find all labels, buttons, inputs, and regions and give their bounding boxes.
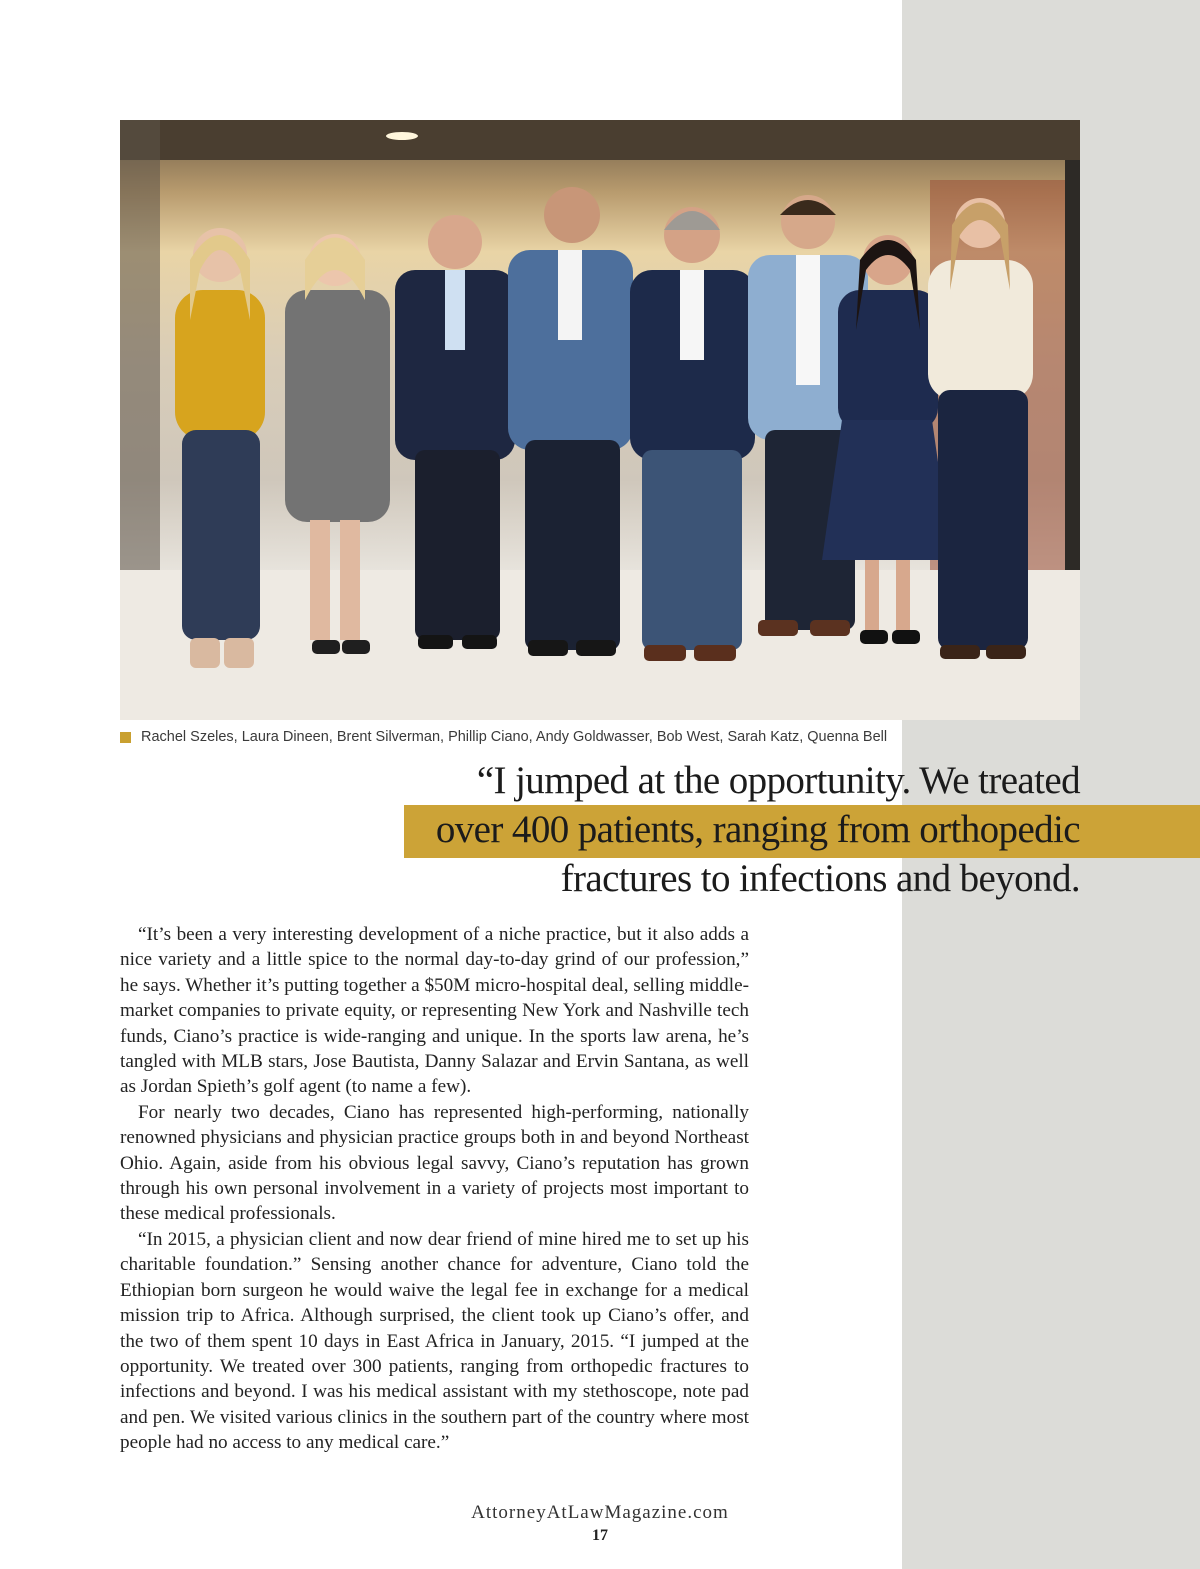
person-5 xyxy=(630,207,755,661)
article-paragraph: “In 2015, a physician client and now dear friend of mine hired me to set up his charitable foundation.” Sensing another chance for adventure, Ciano told the Ethiopian born surgeon he would waive the legal fee in exchange for a medical mission trip to Africa. Although surprised, the client took up Ciano’s offer, and the two of them spent 10 days in East Africa in January, 2015. “I jumped at the opportunity. We treated over 300 patients, ranging from orthopedic fractures to infections and beyond. I was his medical assistant with my stethoscope, note pad and pen. We visited various clinics in the southern part of the country where most people had no access to any medical care.” xyxy=(120,1228,749,1454)
article-paragraph: For nearly two decades, Ciano has represented high-performing, nationally renowned physicians and physician practice groups both in and beyond Northeast Ohio. Again, aside from his obvious legal savvy, Ciano’s reputation has grown through his own personal involvement in a variety of projects most important to these medical professionals. xyxy=(120,1101,749,1225)
page-number: 17 xyxy=(592,1527,608,1544)
article-body xyxy=(120,922,749,1456)
caption-text: Rachel Szeles, Laura Dineen, Brent Silverman, Phillip Ciano, Andy Goldwasser, Bob West, Sarah Katz, Quenna Bell xyxy=(141,729,888,745)
pull-quote-line-1: “I jumped at the opportunity. We treated xyxy=(476,759,1080,802)
pull-quote-line-2: over 400 patients, ranging from orthopedic xyxy=(435,808,1080,851)
person-8 xyxy=(928,198,1033,659)
group-photo xyxy=(120,120,1080,720)
caption-marker-icon xyxy=(120,732,131,743)
person-1 xyxy=(175,228,265,668)
footer-site-url: AttorneyAtLawMagazine.com xyxy=(471,1502,729,1523)
article-paragraph: “It’s been a very interesting development of a niche practice, but it also adds a nice variety and a little spice to the normal day-to-day grind of our profession,” he says. Whether it’s putting together a $50M micro-hospital deal, selling middle-market companies to private equity, or representing New York and Nashville tech funds, Ciano’s practice is wide-ranging and unique. In the sports law arena, he’s tangled with MLB stars, Jose Bautista, Danny Salazar and Ervin Santana, as well as Jordan Spieth’s golf agent (to name a few). xyxy=(120,924,749,1098)
group-photo-image xyxy=(120,120,1080,720)
pull-quote xyxy=(404,756,1080,903)
photo-caption xyxy=(120,728,887,746)
pull-quote-line-3: fractures to infections and beyond. xyxy=(560,857,1080,900)
person-4 xyxy=(508,187,633,656)
